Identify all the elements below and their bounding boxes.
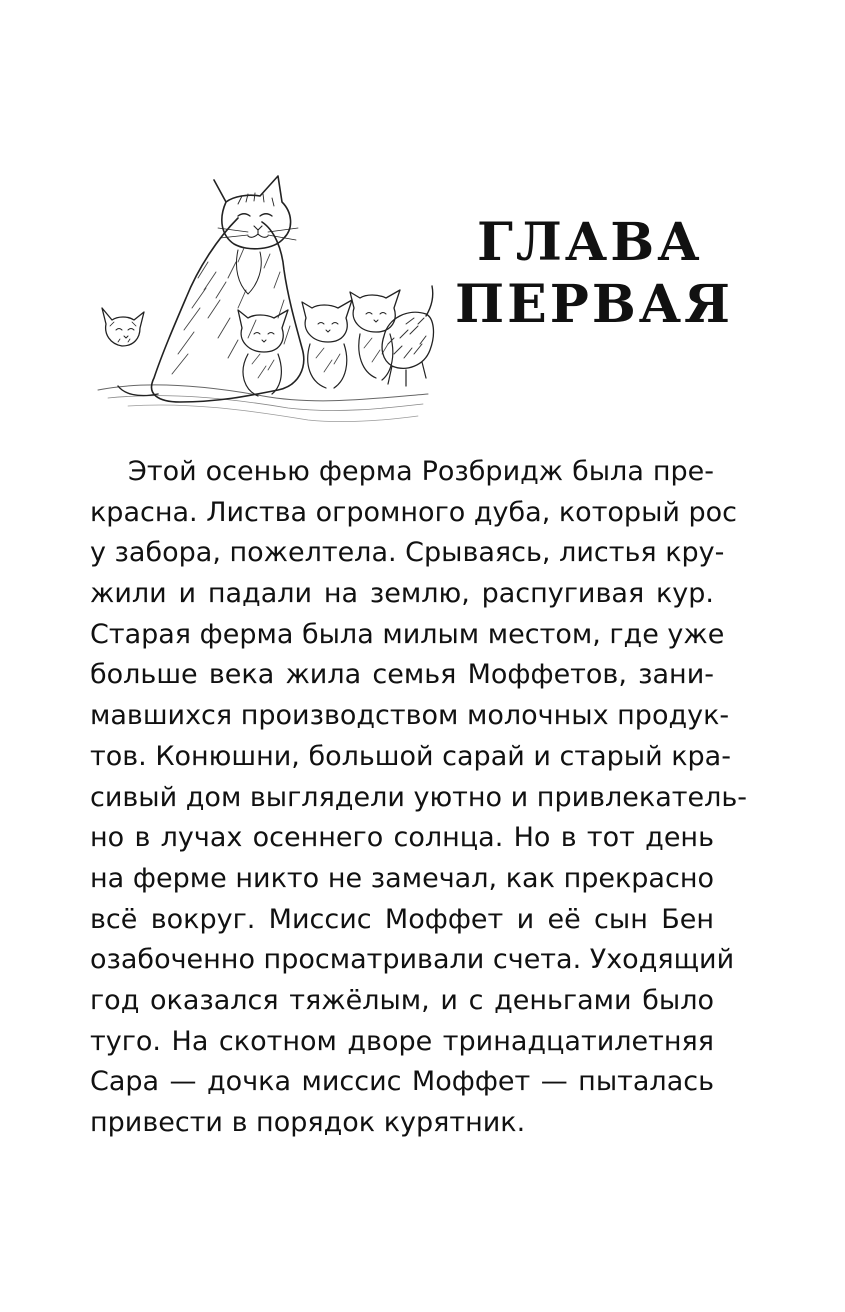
text-line: жили и падали на землю, распугивая кур.: [90, 578, 714, 610]
text-line: всё вокруг. Миссис Моффет и её сын Бен: [90, 903, 714, 935]
chapter-title: [455, 212, 733, 336]
text-line: больше века жила семья Моффетов, зани-: [90, 659, 714, 691]
text-line: озабоченно просматривали счета. Уходящий: [90, 944, 735, 976]
text-line: на ферме никто не замечал, как прекрасно: [90, 862, 714, 894]
chapter-title-line-1: ГЛАВА: [477, 212, 703, 273]
text-line: Этой осенью ферма Розбридж была пре-: [128, 456, 714, 487]
text-line: Сара — дочка миссис Моффет — пыталась: [90, 1066, 714, 1098]
text-line: год оказался тяжёлым, и с деньгами было: [90, 984, 714, 1016]
text-line: но в лучах осеннего солнца. Но в тот день: [90, 822, 714, 854]
text-line: Старая ферма была милым местом, где уже: [90, 618, 725, 650]
text-line: привести в порядок курятник.: [90, 1107, 526, 1138]
text-line: красна. Листва огромного дуба, который рос: [90, 496, 738, 528]
chapter-body-text: [90, 452, 748, 1144]
text-line: тов. Конюшни, большой сарай и старый кра-: [90, 740, 731, 772]
text-line: у забора, пожелтела. Срываясь, листья кру-: [90, 537, 725, 569]
text-line: туго. На скотном дворе тринадцатилетняя: [90, 1025, 714, 1057]
text-line: сивый дом выглядели уютно и привлекатель-: [90, 781, 748, 813]
chapter-title-line-2: ПЕРВАЯ: [455, 274, 733, 335]
text-line: мавшихся производством молочных продук-: [90, 700, 730, 732]
cat-with-kittens-illustration: [88, 158, 438, 433]
